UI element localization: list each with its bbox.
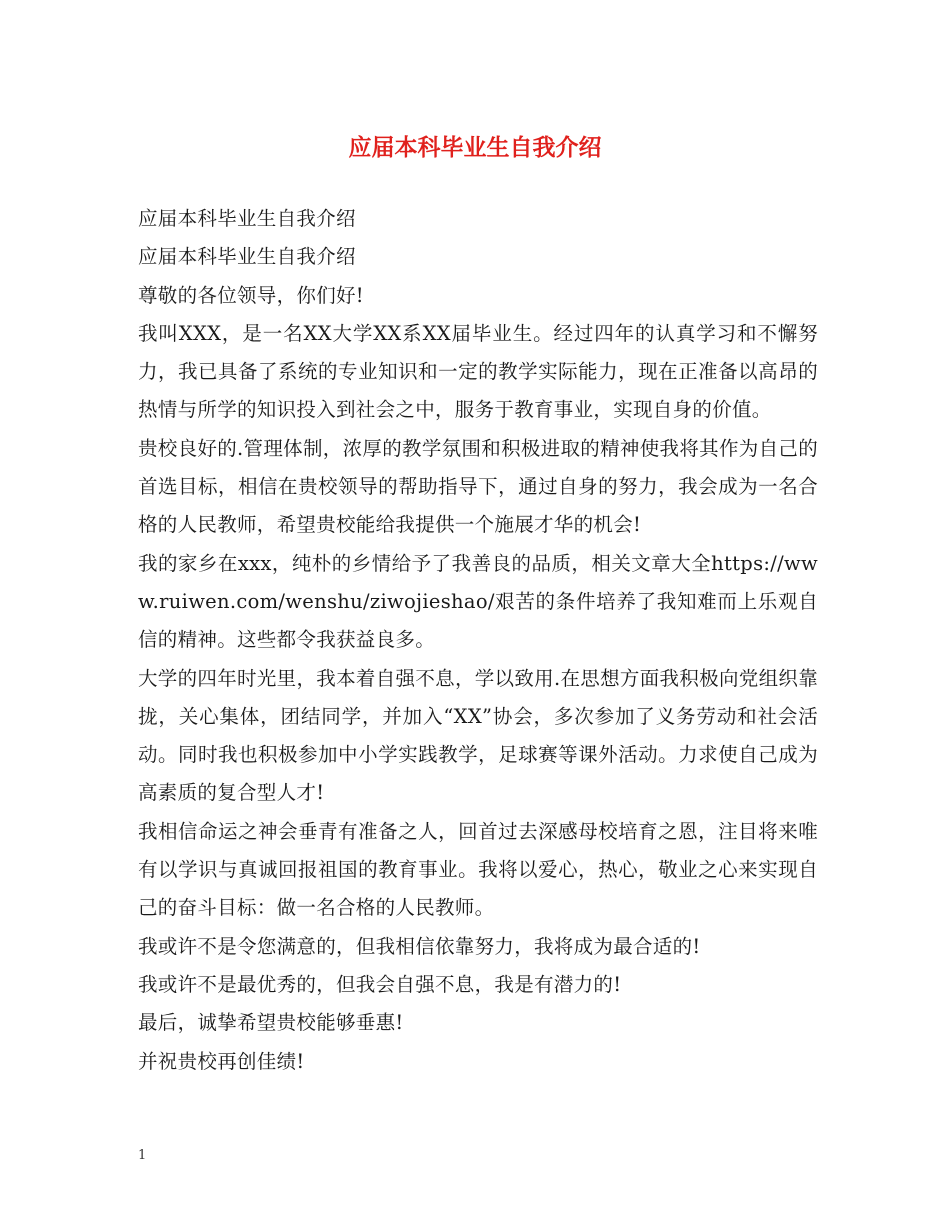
body-paragraph: 大学的四年时光里，我本着自强不息，学以致用.在思想方面我积极向党组织靠拢，关心集体，团结同学，并加入“XX”协会，多次参加了义务劳动和社会活动。同时我也积极参加中小学实践教学，足球赛等课外活动。力求使自己成为高素质的复合型人才!	[138, 666, 818, 805]
greeting-paragraph: 尊敬的各位领导，你们好!	[138, 283, 364, 307]
body-paragraph: 贵校良好的.管理体制，浓厚的教学氛围和积极进取的精神使我将其作为自己的首选目标，相信在贵校领导的帮助指导下，通过自身的努力，我会成为一名合格的人民教师，希望贵校能给我提供一个施展才华的机会!	[138, 436, 818, 537]
body-paragraph: 我叫XXX，是一名XX大学XX系XX届毕业生。经过四年的认真学习和不懈努力，我已具备了系统的专业知识和一定的教学实际能力，现在正准备以高昂的热情与所学的知识投入到社会之中，服务于教育事业，实现自身的价值。	[138, 321, 818, 422]
body-paragraph: 我或许不是令您满意的，但我相信依靠努力，我将成为最合适的!	[138, 934, 701, 958]
body-paragraph: 我的家乡在xxx，纯朴的乡情给予了我善良的品质，相关文章大全https://www.ruiwen.com/wenshu/ziwojieshao/艰苦的条件培养了我知难而上乐观自信的精神。这些都令我获益良多。	[138, 551, 818, 652]
body-paragraph: 应届本科毕业生自我介绍	[138, 207, 356, 230]
body-paragraph: 我或许不是最优秀的，但我会自强不息，我是有潜力的!	[138, 972, 622, 996]
body-paragraph: 应届本科毕业生自我介绍	[138, 245, 356, 269]
document-body	[138, 200, 818, 1081]
document-title: 应届本科毕业生自我介绍	[348, 135, 602, 161]
body-paragraph: 我相信命运之神会垂青有准备之人，回首过去深感母校培育之恩，注目将来唯有以学识与真诚回报祖国的教育事业。我将以爱心，热心，敬业之心来实现自己的奋斗目标：做一名合格的人民教师。	[138, 819, 818, 920]
body-paragraph: 最后，诚挚希望贵校能够垂惠!	[138, 1011, 404, 1035]
page-number: 1	[138, 1148, 147, 1163]
closing-paragraph: 并祝贵校再创佳绩!	[138, 1049, 305, 1073]
